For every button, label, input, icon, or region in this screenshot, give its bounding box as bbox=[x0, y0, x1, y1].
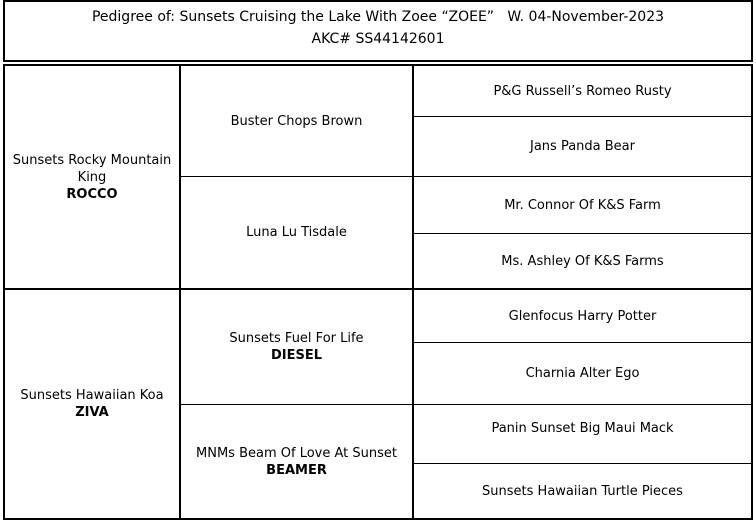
dam-cell bbox=[5, 290, 179, 518]
ggp-7-cell bbox=[414, 405, 751, 463]
paternal-grandsire-cell bbox=[181, 66, 412, 176]
ggp-8-cell bbox=[414, 464, 751, 518]
ggp-4-cell bbox=[414, 234, 751, 288]
pedigree-title: Pedigree of: Sunsets Cruising the Lake With Zoee “ZOEE” W. 04-November-2023 bbox=[91, 9, 665, 25]
ggp-1-name: P&G Russell’s Romeo Rusty bbox=[493, 83, 672, 99]
sire-cell bbox=[5, 66, 179, 288]
ggp-8-name: Sunsets Hawaiian Turtle Pieces bbox=[482, 483, 683, 499]
dam-name: Sunsets Hawaiian Koa bbox=[20, 388, 164, 403]
paternal-granddam-name: Luna Lu Tisdale bbox=[246, 225, 347, 240]
ggp-5-cell bbox=[414, 290, 751, 342]
paternal-grandsire-name: Buster Chops Brown bbox=[230, 113, 363, 129]
ggp-2-name: Jans Panda Bear bbox=[530, 139, 635, 154]
ggp-5-name: Glenfocus Harry Potter bbox=[508, 308, 657, 324]
ggp-6-name: Charnia Alter Ego bbox=[525, 366, 640, 381]
dam-call-name: ZIVA bbox=[75, 405, 109, 420]
maternal-granddam-name: MNMs Beam Of Love At Sunset bbox=[196, 445, 397, 461]
maternal-grandsire-call-name: DIESEL bbox=[270, 348, 323, 363]
maternal-grandsire-cell bbox=[181, 290, 412, 404]
ggp-4-name: Ms. Ashley Of K&S Farms bbox=[501, 253, 664, 269]
ggp-3-name: Mr. Connor Of K&S Farm bbox=[504, 197, 661, 213]
ggp-7-name: Panin Sunset Big Maui Mack bbox=[491, 420, 674, 436]
ggp-1-cell bbox=[414, 66, 751, 116]
maternal-granddam-cell bbox=[181, 405, 412, 518]
ggp-2-cell bbox=[414, 117, 751, 176]
paternal-granddam-cell bbox=[181, 177, 412, 288]
sire-call-name: ROCCO bbox=[66, 186, 118, 202]
akc-number: AKC# SS44142601 bbox=[311, 31, 445, 47]
ggp-3-cell bbox=[414, 177, 751, 233]
maternal-granddam-call-name: BEAMER bbox=[266, 462, 327, 478]
maternal-grandsire-name: Sunsets Fuel For Life bbox=[229, 331, 364, 346]
ggp-6-cell bbox=[414, 343, 751, 404]
sire-name: Sunsets Rocky Mountain King bbox=[12, 152, 172, 185]
